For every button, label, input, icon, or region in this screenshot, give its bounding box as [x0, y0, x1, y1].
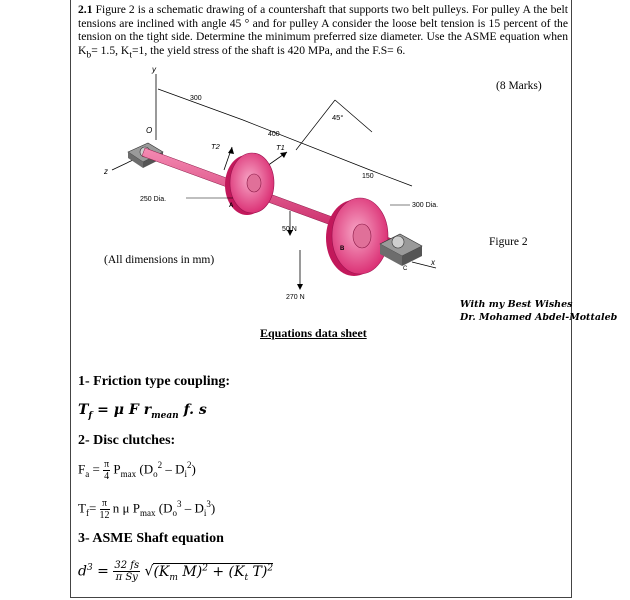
f4-t: t	[244, 572, 249, 583]
f3-lhs: T	[78, 500, 86, 516]
dim-150-line	[370, 170, 412, 186]
question-number: 2.1	[78, 3, 93, 16]
f2-lhs-sub: a	[85, 469, 90, 480]
f2-do: o	[153, 469, 158, 480]
section-3-heading: 3- ASME Shaft equation	[78, 531, 224, 546]
formula-axial-force	[78, 459, 196, 482]
f2-eq: =	[89, 461, 104, 477]
f1-lhs-sub: f	[88, 410, 93, 421]
t2-arrowhead	[228, 147, 234, 154]
f1-tail: f. s	[178, 402, 207, 418]
t1-label: T1	[276, 143, 285, 152]
f3-fraction	[100, 498, 110, 521]
equations-title: Equations data sheet	[260, 326, 367, 340]
angle-ref-line	[296, 100, 335, 150]
t2-label: T2	[211, 142, 220, 151]
f3-pmax: max	[140, 508, 156, 519]
f2-tail: P	[110, 461, 121, 477]
f4-p1: 2	[202, 562, 208, 573]
section-2-heading: 2- Disc clutches:	[78, 433, 176, 448]
force-270-arrowhead	[297, 284, 303, 290]
f2-close: )	[191, 461, 196, 477]
dimensions-note: (All dimensions in mm)	[104, 254, 215, 266]
dim-300: 300	[190, 95, 202, 102]
force-270-label: 270 N	[286, 294, 305, 301]
pulley-a-label: A	[229, 203, 234, 209]
f4-lhs: d	[78, 563, 87, 580]
f3-num: π	[100, 498, 110, 510]
f3-do: o	[172, 508, 177, 519]
angle-label: 45°	[332, 113, 344, 122]
f4-eq: =	[92, 563, 114, 580]
f4-p2: 2	[267, 562, 274, 573]
f3-close: )	[210, 500, 216, 516]
f2-num: π	[104, 459, 110, 470]
force-50-label: 50 N	[282, 226, 297, 233]
f3-den: 12	[99, 510, 110, 521]
t1-arrowhead	[280, 152, 287, 158]
f2-pmax: max	[120, 469, 137, 480]
f3-tail: n μ P	[109, 500, 140, 516]
f2-den: 4	[104, 471, 110, 482]
f3-minus: – D	[181, 500, 204, 516]
axis-x-label: x	[431, 258, 435, 267]
dim-300-line	[158, 89, 243, 120]
f4-m: m	[169, 572, 178, 583]
f4-mid: M)	[177, 563, 203, 580]
dim-400: 400	[268, 131, 280, 138]
dia-b-label: 300 Dia.	[412, 202, 439, 209]
f4-radicand	[153, 562, 274, 583]
f3-pow2: 3	[206, 499, 211, 510]
formula-torque-capacity	[78, 498, 215, 521]
f4-root: √	[144, 563, 154, 580]
question-body: Figure 2 is a schematic drawing of a countershaft that supports two belt pulleys. For pulley A the belt tensions are inclined with angle 45 ° and for pulley A consider the loose belt tension is 15 percent of the tension on the tight side. Determine the minimum preferred size diameter. Use the ASME equation when K	[78, 3, 568, 57]
f3-pow: 3	[176, 499, 182, 510]
f2-di: i	[184, 469, 187, 480]
axis-z-label: z	[104, 167, 108, 176]
axis-y-label: y	[152, 65, 156, 74]
signature-line-2: Dr. Mohamed Abdel-Mottaleb	[460, 312, 618, 323]
figure-label: Figure 2	[489, 236, 528, 248]
f4-fraction	[113, 560, 140, 583]
f4-den: π Sy	[115, 572, 138, 583]
dia-a-label: 250 Dia.	[140, 196, 167, 203]
section-1-heading: 1- Friction type coupling:	[78, 374, 231, 389]
f3-paren: (D	[155, 500, 173, 516]
f4-end: T)	[248, 563, 268, 580]
signature	[460, 298, 617, 324]
z-axis	[112, 160, 133, 170]
dim-150: 150	[362, 173, 374, 180]
f3-eq: =	[88, 500, 100, 516]
origin-label: O	[146, 126, 153, 135]
pulley-b-label: B	[340, 246, 345, 252]
f4-plus: + (K	[207, 563, 245, 580]
f2-paren: (D	[136, 461, 154, 477]
f4-num: 32 fs	[114, 560, 140, 571]
f3-di: i	[203, 508, 207, 519]
f2-minus: – D	[162, 461, 185, 477]
formula-asme-shaft	[78, 560, 273, 583]
f3-lhs-sub: f	[85, 508, 89, 519]
pulley-b	[326, 198, 388, 276]
f4-body: (K	[153, 563, 170, 580]
f1-eq: = μ F r	[92, 402, 152, 418]
f1-lhs: T	[78, 402, 89, 418]
f2-pow: 2	[157, 460, 163, 471]
kt-sub: t	[129, 48, 132, 60]
marks-label: (8 Marks)	[496, 80, 542, 92]
formula-friction-coupling	[78, 402, 207, 421]
signature-line-1: With my Best Wishes	[460, 299, 573, 310]
bearing-c-label: C	[403, 266, 408, 272]
f1-sub: mean	[151, 410, 179, 421]
f4-pow: 3	[86, 562, 93, 573]
f2-lhs: F	[78, 461, 86, 477]
f2-pow2: 2	[187, 460, 192, 471]
question-tail: =1, the yield stress of the shaft is 420 MPa, and the F.S= 6.	[132, 43, 406, 57]
kb-sub: b	[86, 48, 92, 60]
kb-value: = 1.5, K	[91, 43, 130, 57]
